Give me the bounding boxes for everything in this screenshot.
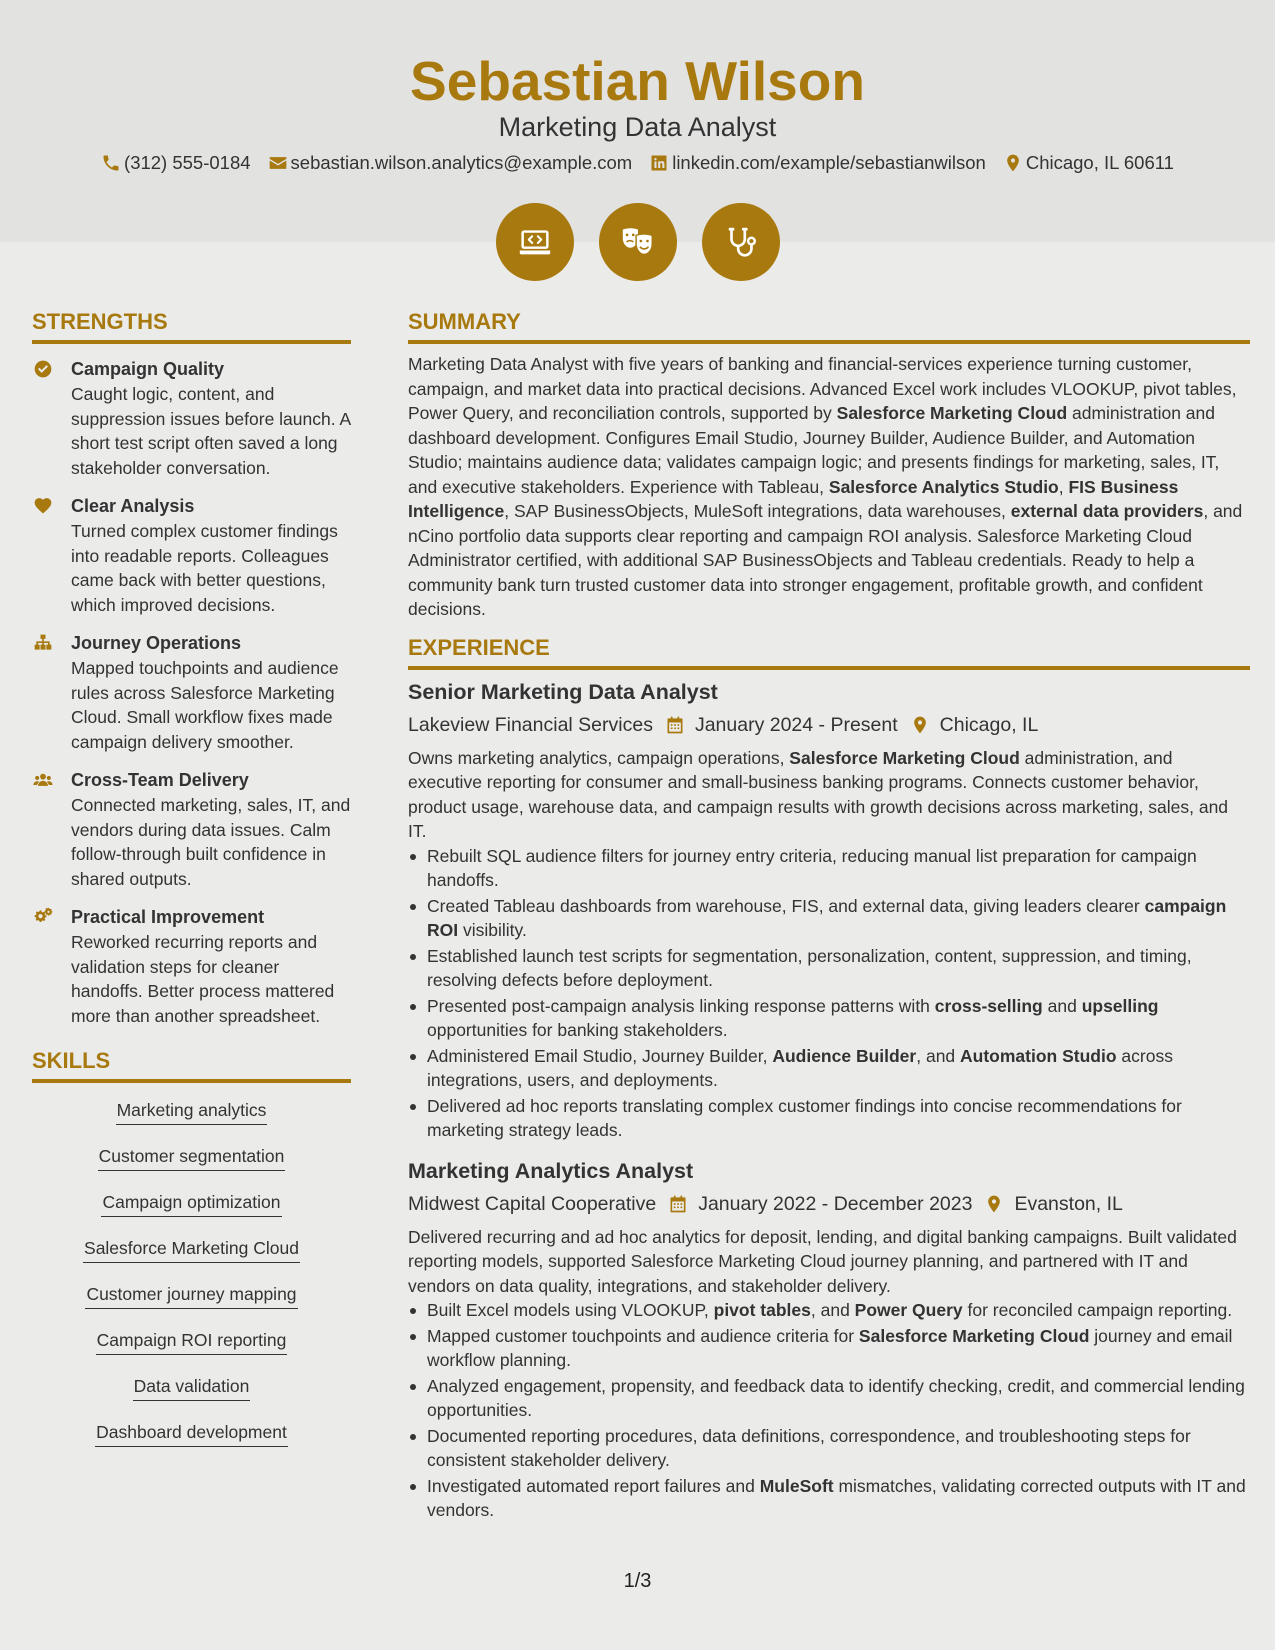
stethoscope-icon [722, 223, 760, 261]
job-entry [408, 1157, 1250, 1523]
email-text: sebastian.wilson.analytics@example.com [290, 152, 633, 173]
text-segment: Documented reporting procedures, data definitions, correspondence, and troubleshooting steps for consistent stakeholder delivery. [427, 1425, 1191, 1470]
text-segment: administration, and executive reporting for consumer and small-business banking programs. Connects customer behavior, product usage, warehouse data, and campaign results with growth decisions across marketing, sales, and IT. [408, 747, 1229, 841]
text-segment: , SAP BusinessObjects, MuleSoft integrations, data warehouses, [504, 501, 1011, 521]
strength-item [32, 768, 351, 891]
strength-title: Campaign Quality [71, 359, 225, 379]
text-segment: Presented post-campaign analysis linking response patterns with [427, 995, 935, 1016]
strength-title: Practical Improvement [71, 907, 265, 927]
text-segment: Administered Email Studio, Journey Builder, [427, 1045, 773, 1066]
strength-desc: Connected marketing, sales, IT, and vendors during data issues. Calm follow-through built confidence in shared outputs. [71, 795, 351, 889]
job-bullets [408, 844, 1250, 1143]
job-location: Evanston, IL [1014, 1192, 1123, 1215]
job-bullets [408, 1298, 1250, 1523]
text-segment: for reconciled campaign reporting. [962, 1300, 1233, 1320]
text-segment: , and nCino portfolio data supports clear reporting and campaign ROI analysis. Salesforce Marketing Cloud Administrator certified, with additional SAP BusinessObjects and Tableau credentials. Ready to help a community bank turn trusted customer data into stronger engagement, profitable growth, and confident decisions. [408, 501, 1243, 619]
skill-item: Campaign ROI reporting [96, 1325, 288, 1355]
job-title: Marketing Analytics Analyst [408, 1158, 694, 1183]
job-entry [408, 678, 1250, 1143]
bullet-item [408, 1094, 1250, 1143]
bold-keyword: campaign ROI [427, 895, 1227, 940]
job-description [408, 1225, 1250, 1299]
map-marker-icon [984, 1194, 1004, 1214]
text-segment: Marketing Data Analyst with five years of banking and financial-services experience turning customer, campaign, and market data into practical decisions. Advanced Excel work includes VLOOKUP, pivot tables, Power Query, and reconciliation controls, supported by [408, 354, 1237, 423]
candidate-name: Sebastian Wilson [410, 50, 865, 112]
laptop-code-badge [496, 203, 574, 281]
contact-phone[interactable] [101, 151, 251, 175]
bullet-item [408, 944, 1250, 993]
skill-item: Salesforce Marketing Cloud [83, 1233, 300, 1263]
text-segment: opportunities for banking stakeholders. [427, 1020, 728, 1040]
right-column [408, 308, 1250, 1524]
bold-keyword: cross-selling [934, 995, 1043, 1016]
contact-email[interactable] [268, 151, 633, 175]
bold-keyword: Salesforce Marketing Cloud [836, 403, 1068, 423]
text-segment: Owns marketing analytics, campaign operations, [408, 747, 790, 768]
text-segment: Delivered ad hoc reports translating complex customer findings into concise recommendations for marketing strategy leads. [427, 1095, 1182, 1140]
bullet-item [408, 994, 1250, 1043]
strength-title: Clear Analysis [71, 496, 195, 516]
text-segment: , and [810, 1300, 855, 1320]
bullet-item [408, 1374, 1250, 1423]
phone-icon [101, 153, 121, 173]
text-segment: , and [916, 1045, 961, 1066]
strength-desc: Caught logic, content, and suppression issues before launch. A short test script often saved a long stakeholder conversation. [71, 384, 351, 478]
bullet-item [408, 844, 1250, 893]
text-segment: administration and dashboard development. Configures Email Studio, Journey Builder, Audience Builder, and Automation Studio; maintains audience data; validates campaign logic; and presents findings for marketing, sales, IT, and executive stakeholders. Experience with Tableau, [408, 403, 1220, 497]
linkedin-icon [649, 153, 669, 173]
phone-text: (312) 555-0184 [124, 152, 251, 173]
skill-item: Data validation [133, 1371, 251, 1401]
summary-heading: SUMMARY [408, 308, 1250, 344]
theater-masks-badge [599, 203, 677, 281]
strengths-heading: STRENGTHS [32, 308, 351, 344]
theater-masks-icon [619, 223, 657, 261]
strengths-list [32, 357, 351, 1028]
linkedin-text: linkedin.com/example/sebastianwilson [672, 152, 986, 173]
strength-title: Journey Operations [71, 633, 242, 653]
text-segment: journey and email workflow planning. [427, 1325, 1233, 1370]
calendar-icon [665, 715, 685, 735]
experience-heading: EXPERIENCE [408, 634, 1250, 670]
bullet-item [408, 894, 1250, 943]
map-marker-icon [910, 715, 930, 735]
contact-location [1003, 151, 1174, 175]
page-number: 1/3 [623, 1570, 652, 1592]
job-meta [408, 1191, 1250, 1217]
left-column [32, 308, 351, 1463]
heart-icon [32, 496, 54, 516]
bullet-item [408, 1474, 1250, 1523]
skill-item: Customer journey mapping [85, 1279, 297, 1309]
job-dates: January 2022 - December 2023 [698, 1192, 973, 1215]
job-location: Chicago, IL [939, 713, 1039, 736]
skill-item: Marketing analytics [116, 1095, 268, 1125]
interest-badges [0, 203, 1275, 281]
contact-linkedin[interactable] [649, 151, 986, 175]
text-segment: Delivered recurring and ad hoc analytics for deposit, lending, and digital banking campaigns. Built validated reporting models, supported Salesforce Marketing Cloud journey planning, and partnered with IT and vendors on data quality, integrations, and stakeholder delivery. [408, 1226, 1237, 1296]
strength-title: Cross-Team Delivery [71, 770, 249, 790]
bold-keyword: Salesforce Marketing Cloud [858, 1325, 1090, 1346]
bullet-item [408, 1324, 1250, 1373]
sitemap-icon [32, 633, 54, 653]
bold-keyword: Power Query [854, 1300, 963, 1320]
stethoscope-badge [702, 203, 780, 281]
bullet-item [408, 1424, 1250, 1473]
text-segment: Built Excel models using VLOOKUP, [427, 1300, 714, 1320]
check-circle-icon [32, 359, 54, 379]
strength-item [32, 494, 351, 617]
text-segment: Analyzed engagement, propensity, and feedback data to identify checking, credit, and commercial lending opportunities. [427, 1375, 1245, 1420]
text-segment: Rebuilt SQL audience filters for journey entry criteria, reducing manual list preparation for campaign handoffs. [427, 845, 1197, 890]
text-segment: and [1042, 995, 1082, 1016]
text-segment: across integrations, users, and deployments. [427, 1045, 1173, 1090]
text-segment: visibility. [458, 920, 527, 940]
bold-keyword: FIS Business Intelligence [408, 476, 1179, 521]
text-segment: Created Tableau dashboards from warehouse, FIS, and external data, giving leaders clearer [427, 895, 1145, 916]
calendar-icon [668, 1194, 688, 1214]
job-company: Midwest Capital Cooperative [408, 1192, 657, 1215]
bold-keyword: external data providers [1010, 501, 1204, 521]
bullet-item [408, 1044, 1250, 1093]
envelope-icon [268, 153, 288, 173]
candidate-role: Marketing Data Analyst [498, 112, 777, 142]
skill-item: Campaign optimization [101, 1187, 281, 1217]
job-meta [408, 712, 1250, 738]
text-segment: , [1058, 476, 1069, 497]
cogs-icon [32, 907, 54, 927]
skills-heading: SKILLS [32, 1047, 351, 1083]
text-segment: Mapped customer touchpoints and audience criteria for [427, 1325, 859, 1346]
bold-keyword: upselling [1081, 995, 1159, 1016]
users-icon [32, 770, 54, 790]
location-text: Chicago, IL 60611 [1025, 152, 1174, 173]
text-segment: Established launch test scripts for segmentation, personalization, content, suppression, and timing, resolving defects before deployment. [427, 945, 1192, 990]
bold-keyword: Audience Builder [772, 1045, 917, 1066]
strength-item [32, 357, 351, 480]
bold-keyword: Salesforce Marketing Cloud [789, 747, 1020, 768]
strength-item [32, 905, 351, 1028]
bold-keyword: Salesforce Analytics Studio [828, 476, 1059, 497]
skill-item: Customer segmentation [98, 1141, 286, 1171]
bold-keyword: pivot tables [713, 1300, 811, 1320]
job-title: Senior Marketing Data Analyst [408, 679, 718, 704]
bold-keyword: MuleSoft [759, 1475, 834, 1496]
strength-desc: Reworked recurring reports and validation steps for cleaner handoffs. Better process mattered more than another spreadsheet. [71, 932, 335, 1026]
text-segment: mismatches, validating corrected outputs with IT and vendors. [427, 1475, 1246, 1520]
skills-list [32, 1095, 351, 1463]
contact-bar [0, 151, 1275, 175]
bold-keyword: Automation Studio [960, 1045, 1117, 1066]
job-description [408, 746, 1250, 844]
summary-text [408, 352, 1250, 622]
strength-desc: Mapped touchpoints and audience rules across Salesforce Marketing Cloud. Small workflow fixes made campaign delivery smoother. [71, 658, 339, 752]
job-dates: January 2024 - Present [694, 713, 898, 736]
text-segment: Investigated automated report failures and [427, 1475, 760, 1496]
strength-desc: Turned complex customer findings into readable reports. Colleagues came back with better questions, which improved decisions. [71, 521, 338, 615]
map-marker-icon [1003, 153, 1023, 173]
job-company: Lakeview Financial Services [408, 713, 653, 736]
bullet-item [408, 1298, 1250, 1323]
skill-item: Dashboard development [95, 1417, 288, 1447]
laptop-code-icon [516, 223, 554, 261]
strength-item [32, 631, 351, 754]
